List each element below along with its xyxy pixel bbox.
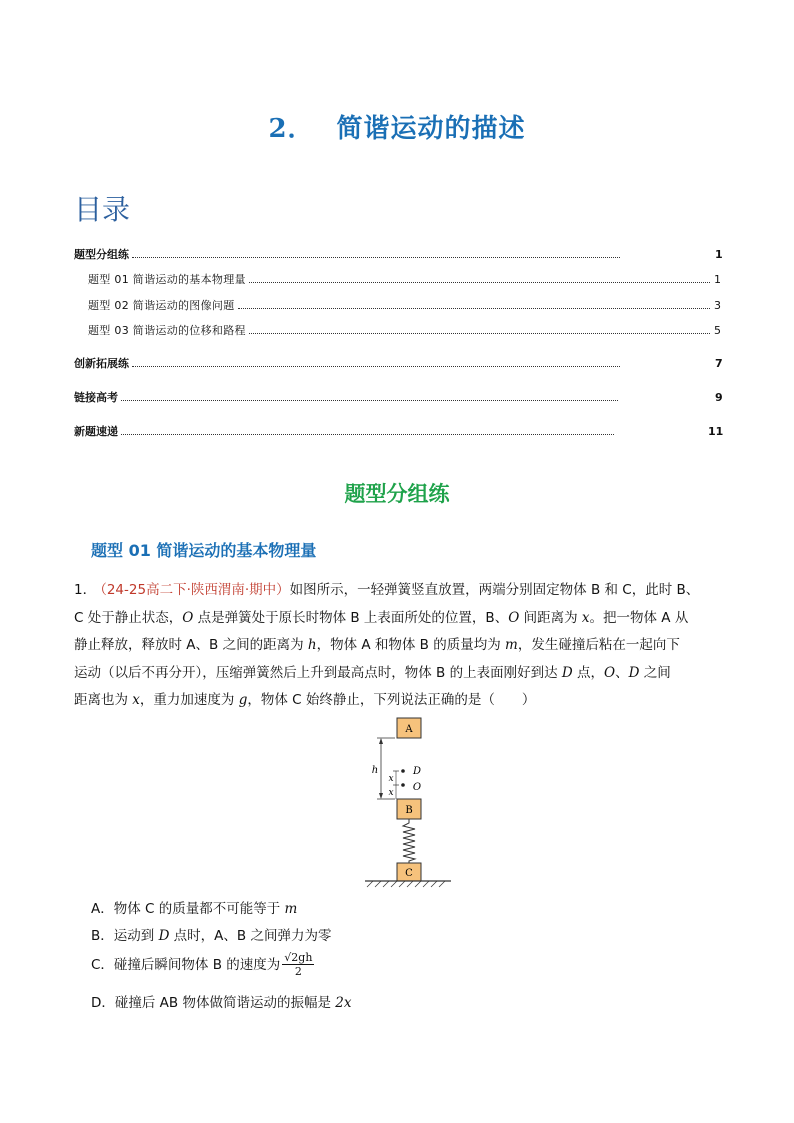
option-c[interactable] [91,952,314,978]
option-b-text: 点时，A、B 之间弹力为零 [169,928,332,944]
toc-entry-label: 链接高考 [74,391,118,404]
subsection-title: 题型 01 简谐运动的基本物理量 [91,541,317,560]
spring-mass-figure [355,716,465,888]
toc-entry-page: 7 [715,357,723,370]
block-c-label: C [405,868,413,879]
question-text: 静止释放，释放时 A、B 之间的距离为 [74,637,308,653]
label-x-lower: x [388,788,394,798]
toc-entry-page: 3 [714,299,721,312]
question-text: 点， [572,664,605,681]
math-var: D [561,664,573,681]
point-d [401,769,405,773]
toc-entry-page: 1 [715,248,723,261]
toc-leader [249,333,710,334]
toc-entry[interactable] [74,355,624,371]
option-b[interactable] [91,924,331,944]
ground-hatch [367,881,445,887]
block-a-label: A [405,724,413,735]
question-text: C 处于静止状态， [74,609,183,626]
toc-leader [132,366,620,367]
toc-entry-page: 5 [714,324,721,337]
toc-entry-page: 1 [714,273,721,286]
fraction [282,952,314,978]
math-var: O [604,664,616,681]
option-a-text: A．物体 C 的质量都不可能等于 [91,901,285,917]
math-var: x [132,692,140,708]
toc-leader [121,434,614,435]
point-o [401,783,405,787]
option-c-text: C．碰撞后瞬间物体 B 的速度为 [91,957,281,973]
toc-leader [238,308,711,309]
question-text: 。把一物体 A 从 [589,609,689,626]
math-var: O [508,609,520,626]
math-var: D [628,664,640,681]
toc-entry[interactable] [74,389,622,405]
title-text: 简谐运动的描述 [336,114,526,144]
question-text: 之间 [639,664,671,681]
block-b-label: B [405,805,413,816]
option-a[interactable] [91,897,297,917]
question-number: 1． [74,582,97,598]
label-x-upper: x [388,774,394,784]
question-text: ，物体 A 和物体 B 的质量均为 [316,637,506,653]
toc-entry-label: 新题速递 [74,425,118,438]
question-text: 如图所示，一轻弹簧竖直放置，两端分别固定物体 B 和 C，此时 B、 [289,582,700,598]
question-text: ，重力加速度为 [139,692,239,708]
math-var: h [307,637,317,653]
section-title: 题型分组练 [344,482,450,506]
fraction-numerator: √2gh [284,951,313,964]
math-var: 2x [335,995,352,1011]
question-text: 、 [615,664,629,681]
question-text: 距离也为 [74,692,133,708]
math-var: D [158,928,170,944]
toc-heading: 目录 [74,193,131,226]
question-text: ，发生碰撞后粘在一起向下 [517,637,680,653]
question-text: 点是弹簧处于原长时物体 B 上表面所处的位置，B、 [193,609,509,626]
math-var: O [182,609,194,626]
toc-entry[interactable] [88,322,721,338]
toc-entry-label: 题型分组练 [74,248,129,261]
title-number: 2． [268,114,315,144]
toc-entry[interactable] [88,271,721,287]
arrow-down-icon [379,793,383,799]
toc-entry[interactable] [74,423,618,439]
label-d: D [412,766,422,777]
math-var: g [238,692,248,708]
label-o: O [412,782,422,793]
option-d-text: D．碰撞后 AB 物体做简谐运动的振幅是 [91,995,336,1011]
question-source: （24-25高二下·陕西渭南·期中） [100,582,290,598]
question-1 [74,577,722,715]
question-text: ，物体 C 始终静止，下列说法正确的是（ ） [247,692,536,708]
toc-entry-label: 题型 02 简谐运动的图像问题 [88,299,235,312]
math-var: m [284,901,298,917]
toc-leader [249,282,710,283]
toc-entry-label: 题型 01 简谐运动的基本物理量 [88,273,246,286]
label-h: h [371,765,379,776]
toc-entry[interactable] [88,297,721,313]
toc-entry-page: 11 [708,425,724,438]
arrow-up-icon [379,738,383,744]
fraction-denominator: 2 [294,965,302,978]
option-d[interactable] [91,991,351,1011]
spring [403,819,415,863]
option-b-text: B．运动到 [91,928,159,944]
toc-leader [132,257,620,258]
math-var: x [581,609,590,626]
toc-entry[interactable] [74,246,624,262]
toc-leader [121,400,618,401]
question-text: 运动（以后不再分开），压缩弹簧然后上升到最高点时，物体 B 的上表面刚好到达 [74,664,562,681]
toc-entry-label: 创新拓展练 [74,357,129,370]
math-var: m [505,637,518,653]
page-title [0,108,794,145]
toc-entry-label: 题型 03 简谐运动的位移和路程 [88,324,246,337]
question-text: 间距离为 [519,609,582,626]
toc-entry-page: 9 [715,391,723,404]
